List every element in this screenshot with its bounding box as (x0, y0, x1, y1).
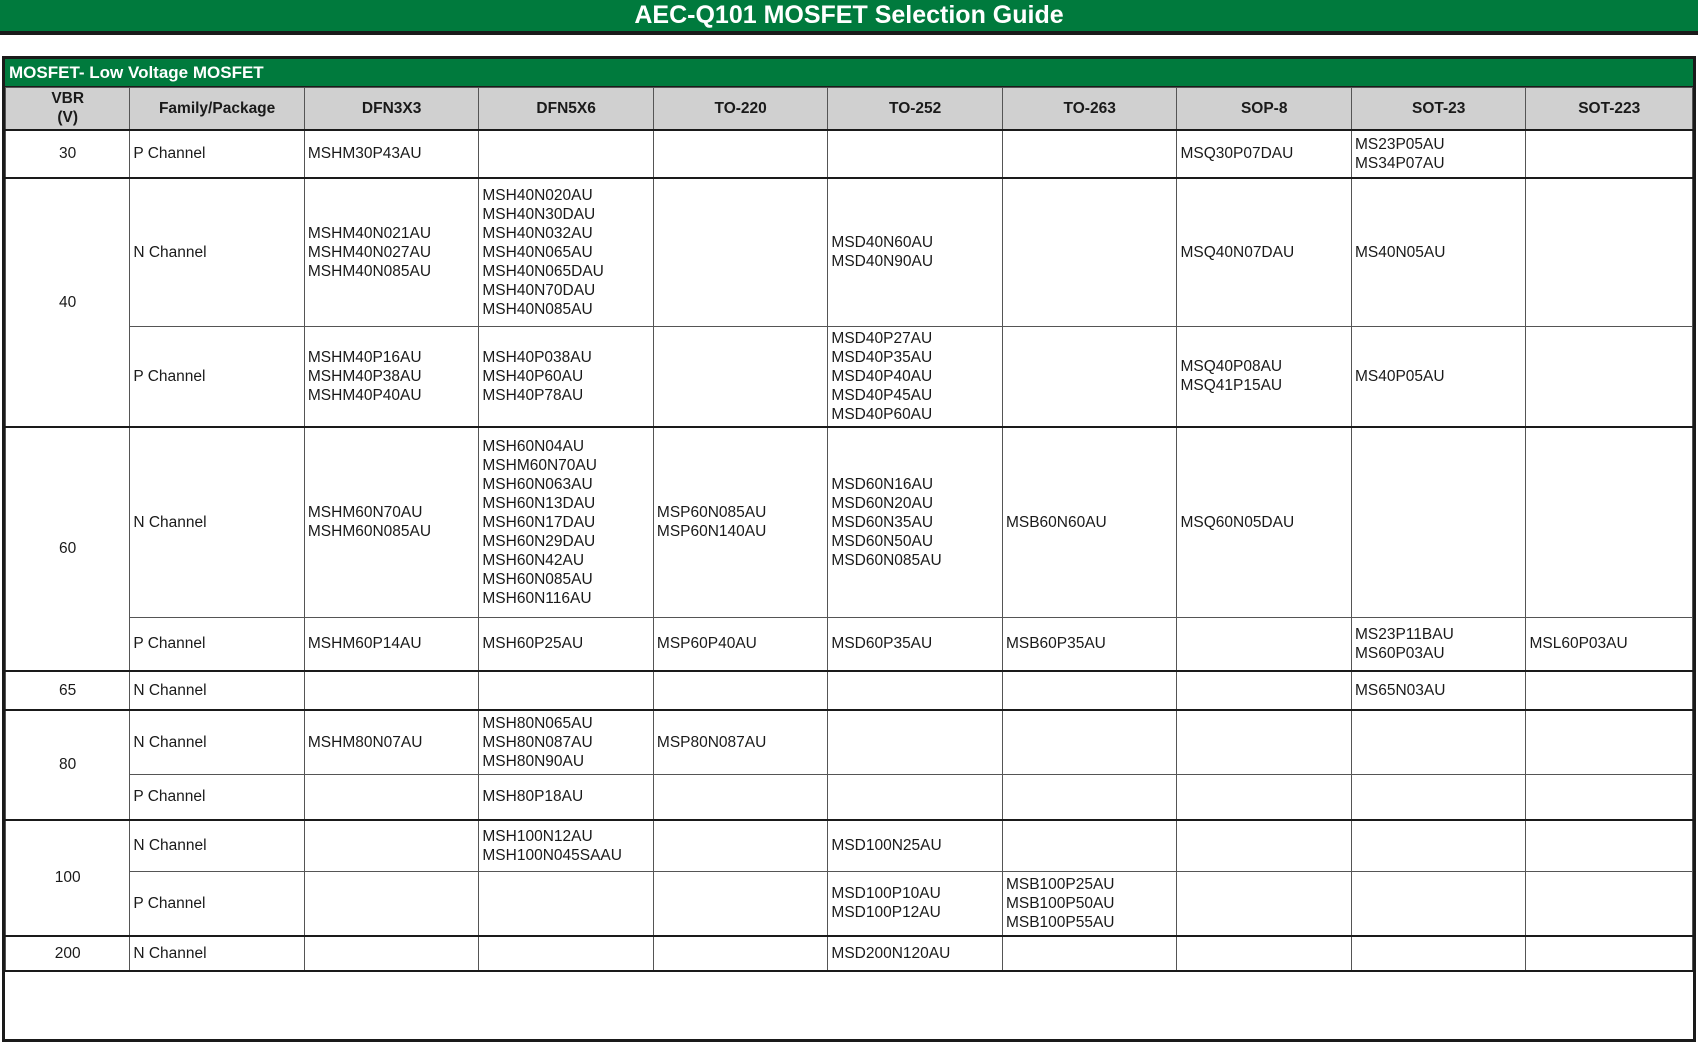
package-cell (1351, 178, 1526, 327)
package-cell (1351, 427, 1526, 618)
table-row (6, 130, 1693, 178)
package-cell (1002, 178, 1177, 327)
package-cell (1177, 820, 1352, 872)
part-number: MSH40N065DAU (482, 262, 604, 280)
part-number: MSH60N085AU (482, 570, 593, 588)
package-cell (1177, 710, 1352, 775)
package-cell (653, 671, 828, 710)
part-number: MSH100N12AU (482, 827, 593, 845)
package-cell (828, 427, 1003, 618)
package-cell (304, 820, 479, 872)
part-number: MSD40P35AU (831, 348, 933, 366)
package-cell (304, 936, 479, 971)
package-cell (479, 427, 654, 618)
part-number: MSH60P25AU (482, 635, 584, 653)
family-label: N Channel (130, 671, 305, 710)
package-cell (304, 671, 479, 710)
family-label: P Channel (130, 327, 305, 427)
part-number: MSH60N17DAU (482, 513, 596, 531)
package-cell (1351, 671, 1526, 710)
package-cell (828, 872, 1003, 936)
part-number: MSHM60N70AU (307, 504, 423, 522)
part-number: MSH100N045SAAU (482, 846, 622, 864)
part-number: MSH40N70DAU (482, 281, 596, 299)
package-cell (1351, 820, 1526, 872)
part-number: MSQ30P07DAU (1180, 145, 1294, 162)
part-number: MSB100P25AU (1005, 875, 1115, 893)
part-number: MSH60N42AU (482, 551, 585, 569)
part-number: MSHM60P14AU (307, 635, 422, 653)
vbr-value: 30 (6, 130, 130, 178)
package-cell (1351, 872, 1526, 936)
part-number: MSD100P12AU (831, 904, 941, 922)
part-number: MSQ60N05DAU (1180, 513, 1295, 531)
package-cell (653, 327, 828, 427)
package-cell (653, 618, 828, 671)
family-label: N Channel (130, 936, 305, 971)
package-cell (828, 775, 1003, 820)
part-number: MSH80N087AU (482, 733, 593, 751)
part-number: MS60P03AU (1354, 644, 1445, 662)
part-number: MSD100N25AU (831, 837, 942, 855)
table-row (6, 936, 1693, 971)
package-cell (1351, 327, 1526, 427)
part-number: MSD100P10AU (831, 885, 941, 903)
part-number: MSD40P40AU (831, 367, 933, 385)
part-number: MSD60N35AU (831, 513, 934, 531)
package-cell (1177, 178, 1352, 327)
package-cell (1177, 327, 1352, 427)
part-number: MSB60N60AU (1005, 513, 1107, 531)
header-package: SOT-223 (1526, 88, 1693, 130)
part-number: MSD60N50AU (831, 532, 934, 550)
package-cell (1351, 775, 1526, 820)
part-number: MSQ40P08AU (1180, 358, 1283, 376)
part-number: MSD200N120AU (831, 944, 951, 962)
package-cell (1002, 427, 1177, 618)
vbr-value: 60 (6, 427, 130, 671)
package-cell (1002, 775, 1177, 820)
vbr-value: 65 (6, 671, 130, 710)
header-package: TO-252 (828, 88, 1003, 130)
part-number: MSH40P78AU (482, 386, 584, 404)
package-cell (1526, 427, 1693, 618)
package-cell (479, 710, 654, 775)
vbr-value: 200 (6, 936, 130, 971)
page-title: AEC-Q101 MOSFET Selection Guide (634, 1, 1064, 29)
part-number: MSB60P35AU (1005, 635, 1106, 653)
family-label: P Channel (130, 130, 305, 178)
table-row (6, 671, 1693, 710)
package-cell (828, 618, 1003, 671)
part-number: MSH40N032AU (482, 224, 593, 242)
package-cell (479, 178, 654, 327)
package-cell (479, 327, 654, 427)
part-number: MSHM40N021AU (307, 224, 432, 242)
part-number: MSH80P18AU (482, 788, 584, 806)
package-cell (479, 872, 654, 936)
package-cell (1526, 618, 1693, 671)
package-cell (304, 178, 479, 327)
package-cell (479, 671, 654, 710)
vbr-value: 40 (6, 178, 130, 427)
package-cell (1177, 427, 1352, 618)
part-number: MS40N05AU (1354, 243, 1446, 261)
part-number: MSD60N085AU (831, 551, 942, 569)
family-label: N Channel (130, 820, 305, 872)
vbr-value: 80 (6, 710, 130, 820)
title-bar (0, 0, 1698, 35)
part-number: MSHM40P16AU (307, 348, 422, 366)
table-row (6, 710, 1693, 775)
part-number: MSH40P038AU (482, 348, 592, 366)
table-row (6, 178, 1693, 327)
package-cell (1526, 872, 1693, 936)
package-cell (304, 775, 479, 820)
table-row (6, 775, 1693, 820)
package-cell (653, 820, 828, 872)
package-cell (1526, 327, 1693, 427)
header-package: DFN3X3 (304, 88, 479, 130)
package-cell (1002, 327, 1177, 427)
package-cell (828, 710, 1003, 775)
header-family: Family/Package (130, 88, 305, 130)
part-number: MSHM40P40AU (307, 386, 422, 404)
package-cell (1002, 710, 1177, 775)
header-package: TO-263 (1002, 88, 1177, 130)
package-cell (653, 872, 828, 936)
table-row (6, 427, 1693, 618)
package-cell (1351, 618, 1526, 671)
package-cell (304, 130, 479, 178)
part-number: MS40P05AU (1354, 367, 1445, 385)
family-label: P Channel (130, 618, 305, 671)
family-label: N Channel (130, 427, 305, 618)
package-cell (1002, 618, 1177, 671)
family-label: P Channel (130, 872, 305, 936)
package-cell (1526, 130, 1693, 178)
part-number: MSH40N020AU (482, 186, 593, 204)
part-number: MSH60N13DAU (482, 494, 596, 512)
part-number: MS34P07AU (1354, 154, 1445, 172)
package-cell (1177, 936, 1352, 971)
package-cell (828, 936, 1003, 971)
part-number: MSH40N30DAU (482, 205, 596, 223)
package-cell (479, 775, 654, 820)
part-number: MSD40N90AU (831, 253, 934, 271)
package-cell (828, 130, 1003, 178)
part-number: MSHM60N085AU (307, 523, 432, 541)
section-title: MOSFET- Low Voltage MOSFET (5, 59, 1693, 87)
package-cell (1177, 775, 1352, 820)
package-cell (653, 427, 828, 618)
part-number: MSH60N04AU (482, 437, 585, 455)
package-cell (828, 178, 1003, 327)
package-cell (1526, 671, 1693, 710)
package-cell (1002, 820, 1177, 872)
part-number: MSH60N063AU (482, 475, 593, 493)
part-number: MS65N03AU (1354, 681, 1446, 699)
part-number: MSL60P03AU (1529, 635, 1628, 653)
table-body (6, 130, 1693, 971)
part-number: MSH40N085AU (482, 300, 593, 318)
part-number: MSH60N29DAU (482, 532, 596, 550)
package-cell (304, 327, 479, 427)
part-number: MSHM30P43AU (307, 145, 422, 162)
part-number: MSP80N087AU (656, 733, 767, 751)
part-number: MSD60P35AU (831, 635, 933, 653)
part-number: MSP60P40AU (656, 635, 757, 653)
part-number: MSD40N60AU (831, 234, 934, 252)
package-cell (1526, 775, 1693, 820)
part-number: MS23P05AU (1354, 135, 1445, 153)
package-cell (1177, 130, 1352, 178)
part-number: MSD60N20AU (831, 494, 934, 512)
package-cell (1526, 820, 1693, 872)
package-cell (1351, 936, 1526, 971)
part-number: MSH40P60AU (482, 367, 584, 385)
part-number: MSHM80N07AU (307, 733, 423, 751)
part-number: MSQ40N07DAU (1180, 243, 1295, 261)
package-cell (479, 130, 654, 178)
vbr-value: 100 (6, 820, 130, 936)
package-cell (304, 710, 479, 775)
package-cell (653, 710, 828, 775)
package-cell (479, 820, 654, 872)
part-number: MSB100P55AU (1005, 913, 1115, 931)
package-cell (653, 775, 828, 820)
header-vbr (6, 88, 130, 130)
package-cell (1177, 671, 1352, 710)
family-label: N Channel (130, 710, 305, 775)
mosfet-selection-table (5, 87, 1693, 972)
package-cell (1526, 710, 1693, 775)
header-package: SOT-23 (1351, 88, 1526, 130)
part-number: MSHM40P38AU (307, 367, 422, 385)
part-number: MSH80N065AU (482, 714, 593, 732)
part-number: MSQ41P15AU (1180, 377, 1283, 395)
table-row (6, 872, 1693, 936)
part-number: MSH80N90AU (482, 752, 585, 770)
package-cell (828, 671, 1003, 710)
table-row (6, 327, 1693, 427)
family-label: P Channel (130, 775, 305, 820)
table-row (6, 820, 1693, 872)
part-number: MS23P11BAU (1354, 625, 1454, 643)
part-number: MSH40N065AU (482, 243, 593, 261)
package-cell (1526, 936, 1693, 971)
package-cell (1002, 130, 1177, 178)
part-number: MSHM40N027AU (307, 243, 432, 261)
package-cell (1002, 936, 1177, 971)
header-package: DFN5X6 (479, 88, 654, 130)
package-cell (1177, 618, 1352, 671)
package-cell (653, 130, 828, 178)
table-row (6, 618, 1693, 671)
header-vbr-label: VBR (51, 90, 85, 108)
part-number: MSD40P27AU (831, 329, 933, 347)
selection-table-panel (2, 56, 1696, 1042)
part-number: MSD40P60AU (831, 405, 933, 423)
package-cell (479, 618, 654, 671)
package-cell (304, 427, 479, 618)
package-cell (1526, 178, 1693, 327)
part-number: MSH60N116AU (482, 589, 592, 607)
part-number: MSD40P45AU (831, 386, 933, 404)
part-number: MSHM40N085AU (307, 262, 432, 280)
package-cell (1002, 671, 1177, 710)
package-cell (653, 178, 828, 327)
family-label: N Channel (130, 178, 305, 327)
part-number: MSP60N140AU (656, 523, 767, 541)
package-cell (304, 872, 479, 936)
package-cell (304, 618, 479, 671)
package-cell (1177, 872, 1352, 936)
header-package: SOP-8 (1177, 88, 1352, 130)
package-cell (828, 820, 1003, 872)
part-number: MSB100P50AU (1005, 894, 1115, 912)
header-package: TO-220 (653, 88, 828, 130)
header-row (6, 88, 1693, 130)
part-number: MSHM60N70AU (482, 456, 597, 474)
package-cell (653, 936, 828, 971)
package-cell (828, 327, 1003, 427)
package-cell (1002, 872, 1177, 936)
package-cell (479, 936, 654, 971)
part-number: MSP60N085AU (656, 504, 767, 522)
package-cell (1351, 710, 1526, 775)
header-vbr-unit: (V) (57, 109, 79, 127)
part-number: MSD60N16AU (831, 475, 934, 493)
package-cell (1351, 130, 1526, 178)
